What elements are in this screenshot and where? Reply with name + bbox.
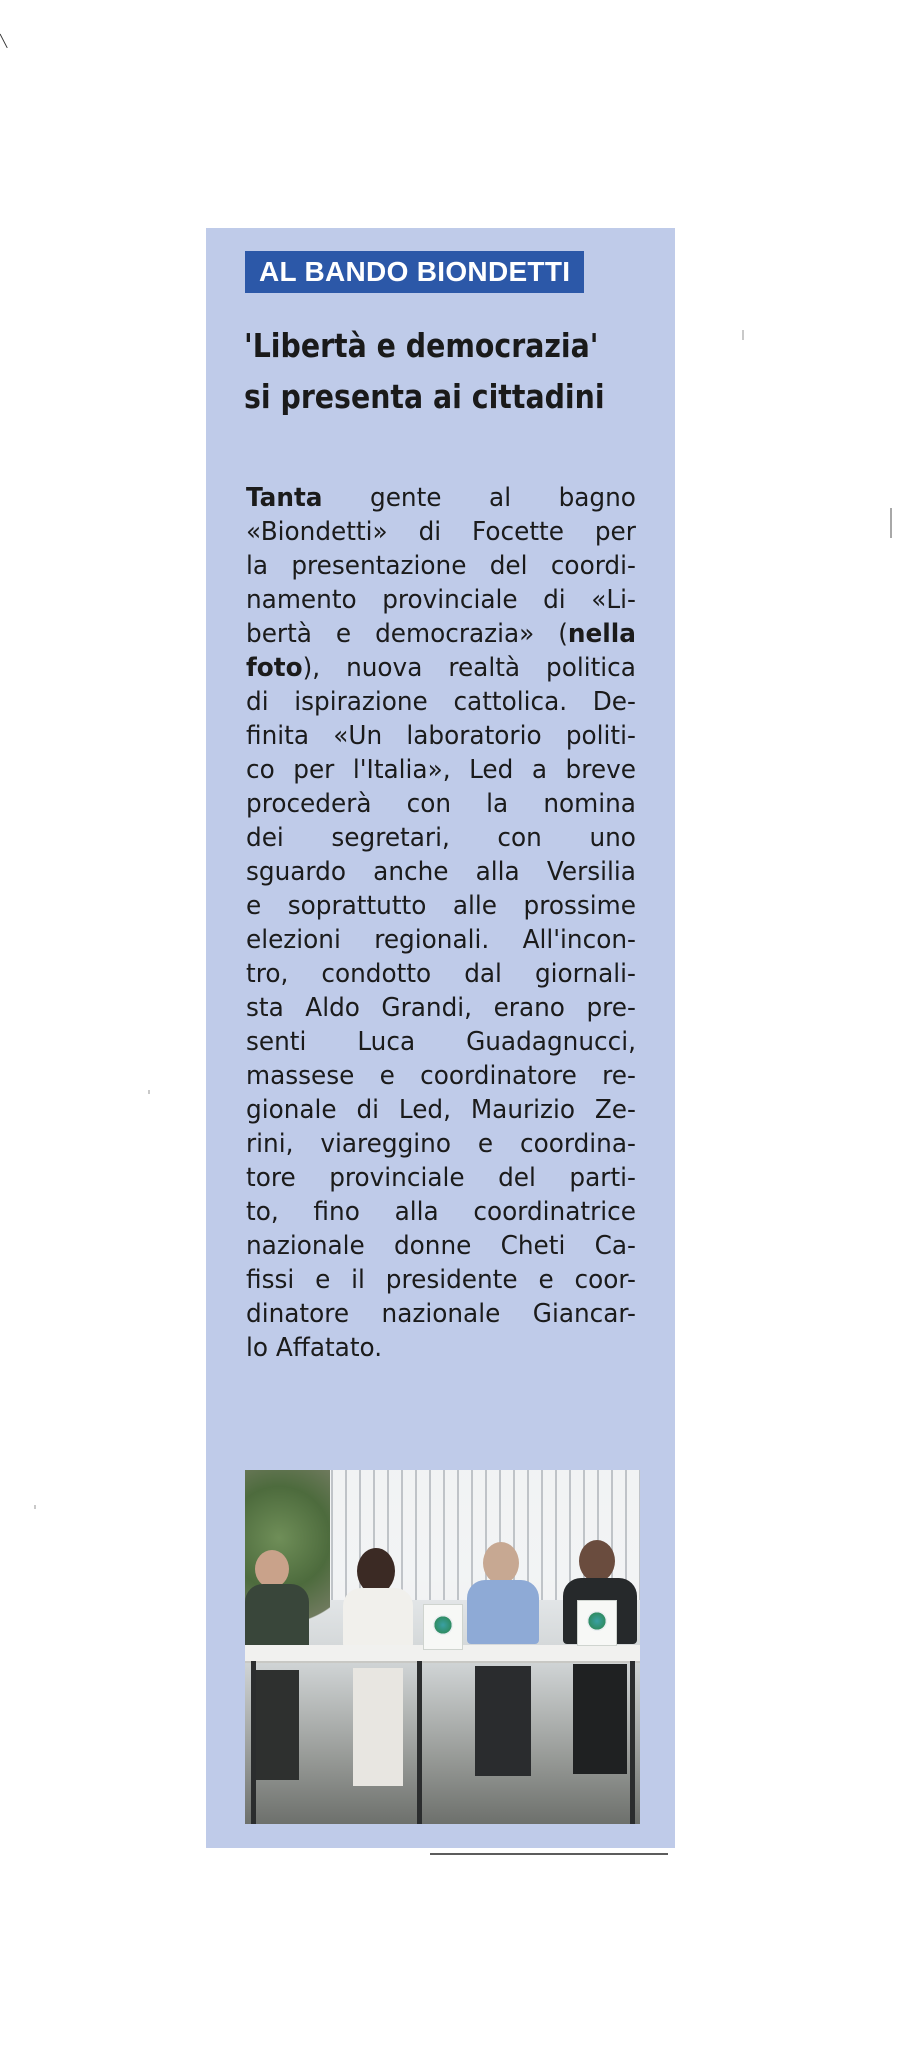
body-line: namento provinciale di «Li- <box>246 585 636 615</box>
body-line: sta Aldo Grandi, erano pre- <box>246 993 636 1023</box>
body-line: tore provinciale del parti- <box>246 1163 636 1193</box>
headline <box>244 320 605 422</box>
headline-line: si presenta ai cittadini <box>244 377 605 416</box>
table-leg <box>251 1661 256 1824</box>
body-line: finita «Un laboratorio politi- <box>246 721 636 751</box>
scan-speck <box>34 1505 36 1509</box>
body-line: senti Luca Guadagnucci, <box>246 1027 636 1057</box>
body-line: gionale di Led, Maurizio Ze- <box>246 1095 636 1125</box>
body-line: co per l'Italia», Led a breve <box>246 755 636 785</box>
scan-speck <box>148 1090 150 1094</box>
scan-corner-mark: ╲ <box>0 34 8 48</box>
body-line: rini, viareggino e coordina- <box>246 1129 636 1159</box>
scan-speck <box>890 508 892 538</box>
body-line: fissi e il presidente e coor- <box>246 1265 636 1295</box>
body-line: elezioni regionali. All'incon- <box>246 925 636 955</box>
bold-text: foto <box>246 653 303 683</box>
body-line: massese e coordinatore re- <box>246 1061 636 1091</box>
headline-line: 'Libertà e democrazia' <box>244 326 599 365</box>
party-logo-sign <box>577 1600 617 1646</box>
body-line: nazionale donne Cheti Ca- <box>246 1231 636 1261</box>
body-line: e soprattutto alle prossime <box>246 891 636 921</box>
body-line: di ispirazione cattolica. De- <box>246 687 636 717</box>
bold-text: Tanta <box>246 483 323 513</box>
body-line: Tanta gente al bagno <box>246 483 636 513</box>
body-line: to, fino alla coordinatrice <box>246 1197 636 1227</box>
event-photo <box>245 1470 640 1824</box>
table-leg <box>630 1661 635 1824</box>
body-line: «Biondetti» di Focette per <box>246 517 636 547</box>
body-line: tro, condotto dal giornali- <box>246 959 636 989</box>
newspaper-clipping <box>206 228 675 1848</box>
body-line: dei segretari, con uno <box>246 823 636 853</box>
article-body <box>246 481 636 1365</box>
party-logo-sign <box>423 1604 463 1650</box>
table-leg <box>417 1661 422 1824</box>
body-line: procederà con la nomina <box>246 789 636 819</box>
body-line: la presentazione del coordi- <box>246 551 636 581</box>
scan-speck <box>742 330 744 340</box>
body-line: lo Affatato. <box>246 1333 383 1363</box>
clipping-cut-edge <box>430 1853 668 1855</box>
section-kicker: AL BANDO BIONDETTI <box>245 251 584 293</box>
body-line: dinatore nazionale Giancar- <box>246 1299 636 1329</box>
bold-text: nella <box>567 619 636 649</box>
body-line: sguardo anche alla Versilia <box>246 857 636 887</box>
body-line: bertà e democrazia» (nella <box>246 619 636 649</box>
body-line: foto), nuova realtà politica <box>246 653 636 683</box>
